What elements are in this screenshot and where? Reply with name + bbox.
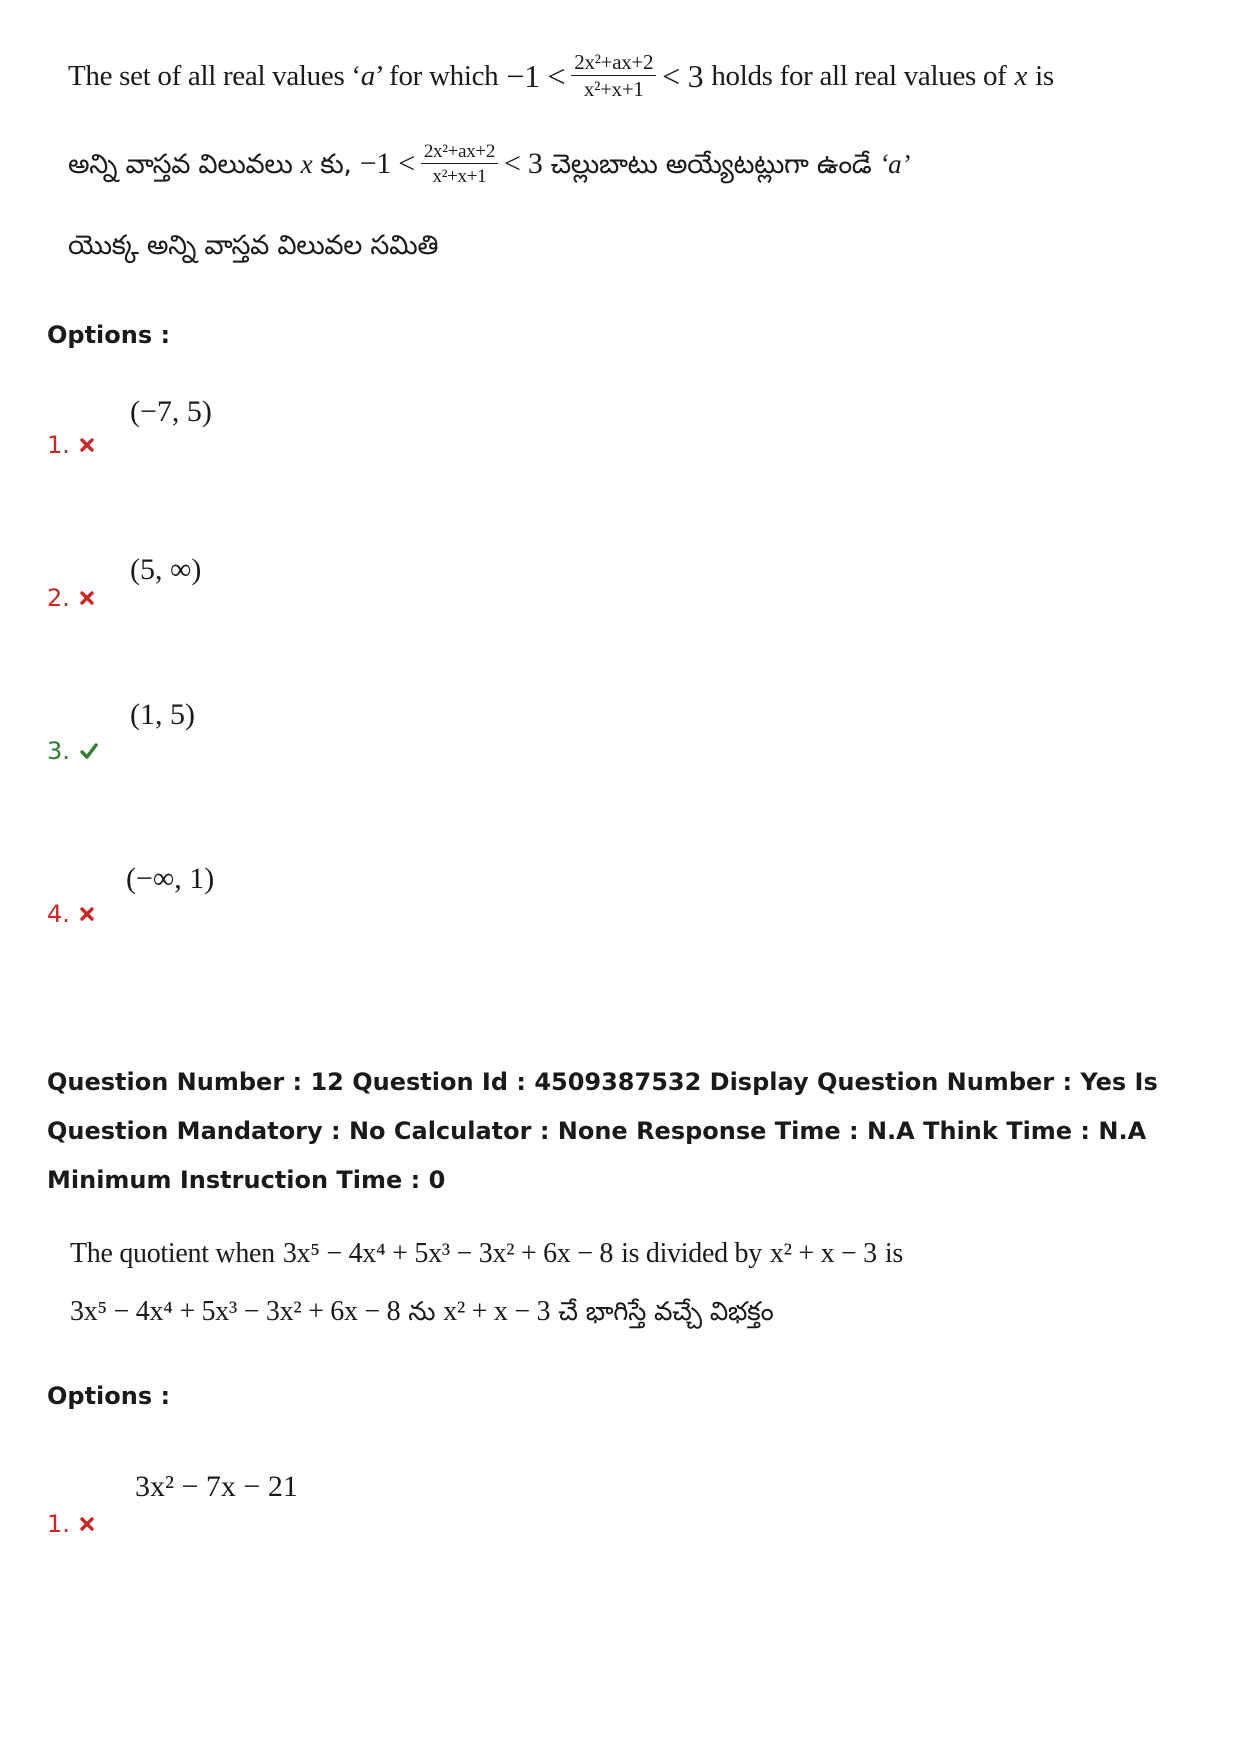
q12-te-poly: 3x⁵ − 4x⁴ + 5x³ − 3x² + 6x − 8 bbox=[70, 1296, 401, 1327]
q11-te-fraction bbox=[421, 142, 498, 186]
q12-en-mid: is divided by bbox=[621, 1238, 762, 1269]
q11-option-2[interactable] bbox=[47, 584, 96, 612]
check-icon bbox=[78, 742, 100, 760]
q12-option-1-num: 1. bbox=[47, 1510, 70, 1538]
q11-en-prefix: The set of all real values ‘ bbox=[68, 59, 361, 92]
q11-en-mid: ’ for which bbox=[374, 59, 499, 92]
q11-en-suffix-post: is bbox=[1035, 59, 1054, 92]
q12-te-part1: ను bbox=[408, 1297, 436, 1327]
q12-meta: Question Number : 12 Question Id : 4509387532 Display Question Number : Yes Is Question Mandatory : No Calculator : None Response Time : N.A Think Time : N.A Minimum Instruction Time : 0 bbox=[47, 1068, 1158, 1194]
cross-icon bbox=[78, 1515, 96, 1533]
q11-option-4-text: (−∞, 1) bbox=[126, 862, 215, 895]
q12-en-prefix: The quotient when bbox=[70, 1238, 275, 1269]
q12-te-part2: చే భాగిస్తే వచ్చే విభక్తం bbox=[558, 1297, 774, 1327]
q11-option-1-text: (−7, 5) bbox=[130, 395, 212, 428]
q11-te-line2: యొక్క అన్ని వాస్తవ విలువల సమితి bbox=[68, 230, 439, 261]
q11-en-ineq-right: < 3 bbox=[662, 58, 704, 94]
q11-te-frac-den: x²+x+1 bbox=[432, 166, 487, 187]
q11-option-3-text: (1, 5) bbox=[130, 698, 195, 731]
q11-en-var-a: a bbox=[360, 59, 375, 92]
q11-option-2-text: (5, ∞) bbox=[130, 553, 202, 586]
q12-telugu-line bbox=[70, 1298, 774, 1326]
q11-te-ineq-left: −1 < bbox=[359, 147, 415, 180]
q11-te-part3: చెల్లుబాటు అయ్యేటట్లుగా ఉండే bbox=[550, 148, 872, 180]
q12-option-1[interactable] bbox=[47, 1510, 96, 1538]
q11-telugu-line1 bbox=[68, 142, 910, 186]
q11-option-1-num: 1. bbox=[47, 431, 70, 459]
q11-te-ineq-right: < 3 bbox=[504, 147, 543, 180]
q11-option-3-num: 3. bbox=[47, 737, 70, 765]
q12-te-divisor: x² + x − 3 bbox=[443, 1296, 551, 1327]
cross-icon bbox=[78, 436, 96, 454]
q11-en-frac-den: x²+x+1 bbox=[583, 77, 644, 101]
q11-en-suffix-pre: holds for all real values of bbox=[711, 59, 1007, 92]
q12-options-label: Options : bbox=[47, 1382, 171, 1410]
q12-en-divisor: x² + x − 3 bbox=[769, 1238, 877, 1269]
q11-option-4[interactable] bbox=[47, 900, 96, 928]
q11-option-4-num: 4. bbox=[47, 900, 70, 928]
q11-te-var-x: x bbox=[300, 148, 313, 179]
q11-te-frac-num: 2x²+ax+2 bbox=[421, 142, 498, 164]
q11-te-var-a: ‘a’ bbox=[879, 148, 911, 179]
q11-en-ineq-left: −1 < bbox=[506, 58, 566, 94]
q11-en-frac-num: 2x²+ax+2 bbox=[571, 52, 656, 76]
q11-english-line bbox=[68, 52, 1054, 100]
q11-option-1[interactable] bbox=[47, 431, 96, 459]
cross-icon bbox=[78, 589, 96, 607]
q12-en-poly: 3x⁵ − 4x⁴ + 5x³ − 3x² + 6x − 8 bbox=[282, 1238, 614, 1269]
q11-option-3[interactable] bbox=[47, 737, 100, 765]
q12-option-1-text: 3x² − 7x − 21 bbox=[135, 1470, 298, 1503]
q11-options-label: Options : bbox=[47, 321, 171, 349]
q11-te-part1: అన్ని వాస్తవ విలువలు bbox=[68, 148, 293, 180]
cross-icon bbox=[78, 905, 96, 923]
q12-en-suffix: is bbox=[884, 1238, 903, 1269]
q11-te-part2: కు, bbox=[320, 148, 352, 180]
q11-en-fraction bbox=[571, 52, 656, 100]
q11-telugu-line2 bbox=[68, 232, 438, 259]
q12-english-line bbox=[70, 1240, 903, 1268]
q11-en-var-x: x bbox=[1014, 59, 1028, 92]
q11-option-2-num: 2. bbox=[47, 584, 70, 612]
